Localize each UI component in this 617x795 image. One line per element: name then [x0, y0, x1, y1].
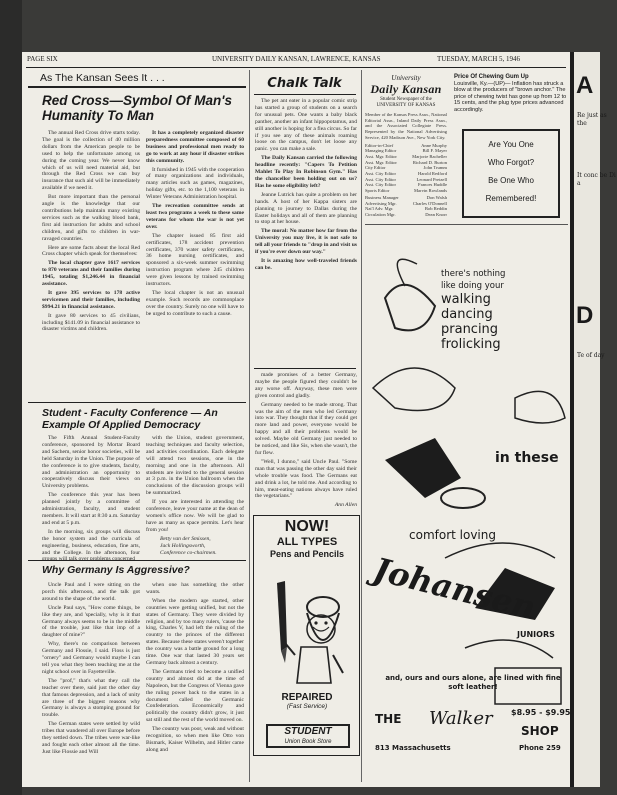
shoe-tagline: and, ours and ours alone, are lined with fine soft leather!: [385, 674, 561, 691]
red-cross-col2: [146, 130, 244, 400]
price-note-title: Price Of Chewing Gum Up: [454, 74, 529, 80]
pen-repair-illustration: [265, 577, 351, 689]
who-forgot-box: [462, 129, 560, 218]
staff-row: [365, 212, 447, 218]
adjacent-page-text: It conc be Di a: [577, 172, 616, 187]
staff-role: City Editor: [365, 165, 386, 171]
masthead-name: Daily Kansan: [370, 82, 442, 96]
store-walker: Walker: [429, 708, 493, 729]
staff-role: Business Manager: [365, 194, 399, 200]
signature-line: Jack Hollingsworth,: [160, 542, 206, 549]
who-line: Remembered!: [485, 194, 537, 203]
staff-name: Frances Huddle: [418, 182, 447, 188]
brand-script: Johansen: [369, 550, 540, 627]
scan-border: [0, 0, 22, 795]
divider: [254, 368, 356, 369]
paragraph: It is amazing how well-traveled friends can be.: [255, 257, 357, 271]
store-phone: Phone 259: [519, 744, 561, 752]
paragraph: But more important than the personal angle is the knowledge that our contributions help maintain many existing services such as the walking blood bank, first aid instruction for adults and school children, and gifts to children in war-ravaged countries.: [42, 194, 140, 242]
pens-pencils-text: Pens and Pencils: [269, 549, 345, 559]
adjacent-page-fragment: D: [576, 302, 594, 329]
ad-line: frolicking: [441, 337, 501, 352]
staff-role: Asst. City Editor: [365, 182, 397, 188]
juniors-text: JUNIORS: [517, 630, 555, 639]
adjacent-page-fragment: A: [576, 72, 594, 99]
germany-col2: [146, 582, 244, 782]
divider: [365, 224, 568, 225]
paragraph: The recreation committee sends at least two programs a week to these same veterans for whom the war is not yet over.: [146, 203, 244, 230]
shoe-ad: [365, 228, 570, 763]
masthead-university: University: [391, 74, 421, 82]
in-these-text: in these: [495, 450, 559, 466]
ad-line: walking: [441, 292, 491, 307]
adjacent-page: [574, 52, 616, 787]
paragraph: When the modern age started, other countries were getting unified, but not the states of Germany. They were divided by religion, and by too many rulers, 'cause the king, Charles V, had left the ruling of the country to the princes of the different states. Because these states weren't together the country was a battle ground for a long time. One war that lasted 30 years set Germany back almost a century.: [146, 597, 244, 666]
store-logo-box: [266, 724, 350, 748]
column-rule: [249, 70, 250, 782]
paragraph: Uncle Paul and I were sitting on the porch this afternoon, and the talk got around to the shape of the world.: [42, 582, 140, 602]
paragraph: It gave 80 services to 45 civilians, including $141.09 in financial assistance to disaster victims and children.: [42, 312, 140, 333]
who-line: Who Forgot?: [487, 158, 535, 167]
all-types-text: ALL TYPES: [276, 536, 338, 548]
ad-line: there's nothing: [441, 269, 506, 279]
membership-note: Member of the Kansas Press Assn., National Editorial Assn., Inland Daily Press Assn., and the Associated Collegiate Press. Represented by the National Advertising Service, 420 Madison Ave., New York City.: [365, 112, 447, 140]
paragraph: The Fifth Annual Student-Faculty conference, sponsored by Mortar Board and Sachem, senior honor societies, will be held Saturday in the Union. The purpose of the conference is to give students, faculty, and administration an opportunity to cooperatively discuss their views on University problems.: [42, 435, 140, 490]
paragraph: Uncle Paul says, "How come things, be like they are, and 'specially, why is it that Germany always seems to be in the middle of the trouble, just like that imp of a daughter of mine?": [42, 604, 140, 639]
staff-role: Editor-in-Chief: [365, 142, 394, 148]
staff-role: Nat'l Adv. Mgr.: [365, 206, 394, 212]
chalk-talk-title: Chalk Talk: [267, 76, 342, 91]
paper-name: UNIVERSITY DAILY KANSAN, LAWRENCE, KANSAS: [212, 55, 381, 63]
paragraph: The pet ant eater in a popular comic strip has started a group of students on a search for unusual pets. One wants a baby black panther, another an infant hippopotamus, and still another is hoping for a flea circus. So far if you see any of these animals roaming loose on the campus, don't let loose any panic. you can make a sale.: [255, 98, 357, 153]
staff-name: Don Walsh: [426, 194, 447, 200]
paragraph: The German states were settled by wild tribes that wandered all over Europe before they settled down. The tribes were war-like and fought each other almost all the time. Just like Flossie and Will: [42, 721, 140, 755]
paragraph: In the morning, six groups will discuss the honor system and the curricula of engineering, business, education, fine arts, and the College. In the afternoon, four: [42, 528, 140, 556]
newspaper-page: [22, 52, 570, 787]
paragraph: Why, there's no comparison between Germany and Flossie, I said. Floss is just "ornery" and Germany would maybe I can tell you what they been teaching me at the night school over in Fayetteville.: [42, 641, 140, 675]
staff-role: Asst. City Editor: [365, 171, 397, 177]
header-rule: [26, 67, 566, 68]
paragraph: The Germans tried to become a unified country and almost did at the time of Napoleon, but the Congress of Vienna gave the ruling power back to the states in a document called the Germanic Confederation. Economically and politically the country didn't grow, it just sat still and the rest of the world moved on.: [146, 668, 244, 724]
staff-role: Circulation Mgr.: [365, 211, 396, 217]
section-rule: [28, 86, 246, 88]
page-number: PAGE SIX: [27, 55, 58, 63]
germany-col1: [42, 582, 140, 782]
store-shop: SHOP: [521, 724, 559, 738]
paragraph: Germany needed to be made strong. That was the aim of the men who led Germany into war. They thought that if they could get more land and power, everyone would be happy and all their problems would be solved. Maybe old Germany just needed to be noticed, and like Sis, when she wasn't, the fur flew.: [255, 401, 357, 456]
paragraph: The annual Red Cross drive starts today. The goal is the collection of 40 million dollars from the American people to be used to help the unfortunate among us during the coming year. We never know which of us will need material aid, but through the Red Cross we can buy insurance that such aid will be immediately available if we need it.: [42, 130, 140, 192]
paragraph: The Daily Kansan carried the following headline recently: "Capers To Petition Mahlet To Play In Robinson Gym." Has the chancellor been holding out on us? Has he some eligibility left?: [255, 155, 357, 189]
paragraph: made promises of a better Germany, maybe the people figured they couldn't be any worse off. Anyway, these men were given control and gladly.: [255, 372, 357, 399]
adjacent-page-text: Re just as the: [577, 112, 607, 127]
staff-name: Marjorie Bacheller: [412, 153, 447, 159]
pens-ad-heading: [255, 518, 359, 559]
student-faculty-headline: Student - Faculty Conference — An Example Of Applied Democracy: [42, 407, 218, 431]
staff-name: John Trumm: [423, 165, 447, 171]
column-rule: [361, 70, 362, 782]
price-note: [454, 74, 567, 114]
paragraph: The "prof," that's what they call the teacher over there, said just the other day that famous depression, and a lack of unity are three of the biggest reasons why Germany is always a stomping ground for trouble.: [42, 677, 140, 719]
now-text: NOW!: [284, 518, 330, 535]
paragraph: with the Union, student government, teaching techniques and faculty selection, and activities coordination. Each delegate will attend two sessions, one in the morning and one in the afternoon. All students are invited to the general session at 3 p.m. in the Union ballroom when the conclusions of the discussion groups will be summarized.: [146, 435, 244, 497]
signature-line: Betty van der Smissen,: [160, 535, 211, 542]
ad-line: like doing your: [441, 281, 504, 291]
chalk-talk-body: [255, 98, 357, 368]
masthead-sub1: Student Newspaper of the: [380, 97, 432, 102]
masthead-sub2: UNIVERSITY OF KANSAS: [376, 103, 436, 108]
paragraph: It has a completely organized disaster preparedness committee composed of 60 business and professional men ready to go to work at any hour if disaster strikes this community.: [146, 130, 244, 164]
paragraph: The chapter issued 85 first aid certificates, 178 accident prevention certificates, 370 water safety certificates, 36 home nursing certificates, and sponsored a six-week summer swimming instruction program where 245 children were given lessons by trained swimming instructors.: [146, 232, 244, 288]
paragraph: The moral: No matter how far from the University you may live, it is not safe to tell all your friends to "drop in and visit us if you're ever down our way.": [255, 228, 357, 256]
ad-line: dancing: [441, 307, 493, 322]
staff-role: Asst. Mgr. Editor: [365, 153, 397, 159]
paragraph: Here are some facts about the local Red Cross chapter which speak for themselves:: [42, 244, 140, 258]
repaired-block: [255, 692, 359, 710]
staff-name: Bob Reddin: [424, 206, 447, 212]
paragraph: when one has something the other wants.: [146, 582, 244, 595]
staff-name: Richard D. Burton: [412, 159, 447, 165]
staff-role: Asst. City Editor: [365, 176, 397, 182]
paragraph: Jeanne Lutrick has quite a problem on her hands. A host of her Kappa sisters are planning to journey to Dallas during the Easter holidays and all of them are planning to stop at her house.: [255, 191, 357, 226]
shoe-prices: $8.95 - $9.95: [511, 708, 571, 717]
staff-role: Asst. Mgr. Editor: [365, 159, 397, 165]
divider: [28, 402, 246, 403]
divider: [28, 560, 246, 561]
paragraph: The country was poor, weak and without recognition, so when men like Otto von Bismark, Kaiser Wilhelm, and Hitler came along and: [146, 726, 244, 753]
comfort-loving-text: comfort loving: [409, 528, 496, 542]
adjacent-page-text: Te of day: [577, 352, 605, 359]
repaired-text: REPAIRED: [281, 692, 333, 703]
staff-row: [365, 188, 447, 194]
fast-service-text: (Fast Service): [286, 703, 328, 710]
store-address: 813 Massachusetts: [375, 744, 451, 752]
divider: [254, 94, 356, 95]
store-name: STUDENT: [284, 726, 332, 737]
staff-role: Managing Editor: [365, 148, 397, 154]
staff-name: Leonard Pretzell: [416, 176, 447, 182]
store-subname: Union Book Store: [284, 739, 332, 745]
staff-name: Charles O'Donnell: [412, 200, 447, 206]
masthead: [365, 74, 447, 109]
ad-line: prancing: [441, 322, 499, 337]
paragraph: The local chapter is not an unusual example. Such records are commonplace over the country. Surely no one will have to be urged to contribute to such a cause.: [146, 289, 244, 317]
staff-name: Marvin Rowlands: [413, 188, 447, 194]
germany-continued: [255, 372, 357, 514]
running-header: [22, 52, 570, 66]
who-line: Be One Who: [488, 176, 534, 185]
paragraph: The conference this year has been planned jointly by a committee of administration, faculty, and student members. It will start at 8:30 a.m. Saturday and end at 5 p.m.: [42, 492, 140, 526]
staff-name: Dean Knorr: [425, 211, 447, 217]
paragraph: It gave 395 services to 178 active servicemen and their families, including $994.21 in financial assistance.: [42, 289, 140, 310]
staff-role: Sports Editor: [365, 188, 390, 194]
staff-name: Bill F. Mayer: [422, 148, 447, 154]
germany-headline: Why Germany Is Aggressive?: [42, 564, 190, 576]
signature-line: Conference co-chairmen.: [160, 549, 217, 556]
staff-box: [365, 112, 447, 218]
section-title: As The Kansan Sees It . . .: [40, 72, 165, 84]
red-cross-col1: [42, 130, 140, 400]
who-line: Are You One: [488, 140, 534, 149]
price-note-body: Louisville, Ky.—(UP)— Inflation has struck a blow at the producers of "brown anchor." The price of chewing twist has gone up from 12 to 15 cents, and the plug type prices advanced accordingly.: [454, 80, 567, 113]
paragraph: If you are interested in attending the conference, leave your name at the dean of women's office now. We will be glad to have as many as space permits. Let's hear from you!: [146, 499, 244, 533]
staff-name: Harold Redford: [418, 171, 447, 177]
paragraph: It furnished in 1945 with the cooperation of many organizations and individuals, many articles such as games, magazines, holiday gifts, etc. to the 1,100 veterans in Winter Veterans Administration hospital.: [146, 166, 244, 201]
shoe-ad-top-lines: [441, 268, 567, 352]
author-signature: Ann Allen: [334, 502, 357, 509]
issue-date: TUESDAY, MARCH 5, 1946: [437, 55, 521, 63]
paragraph: "Well, I dunno," said Uncle Paul. "Some man that was passing the other day said their whole trouble was food. The Germans eat and drink a lot, he told me. And according to him, meat-eating nations always have ruled the vegetarians.": [255, 458, 357, 500]
student-faculty-col2: [146, 435, 244, 557]
staff-role: Advertising Mgr.: [365, 200, 397, 206]
student-faculty-col1: [42, 435, 140, 557]
staff-name: Anne Murphy: [421, 142, 447, 148]
store-the: THE: [375, 712, 402, 726]
paragraph: The local chapter gave 1617 services to 870 veterans and their families during 1945, totaling $1,246.44 in financial assistance.: [42, 260, 140, 288]
red-cross-headline: Red Cross—Symbol Of Man's Humanity To Man: [42, 93, 232, 123]
